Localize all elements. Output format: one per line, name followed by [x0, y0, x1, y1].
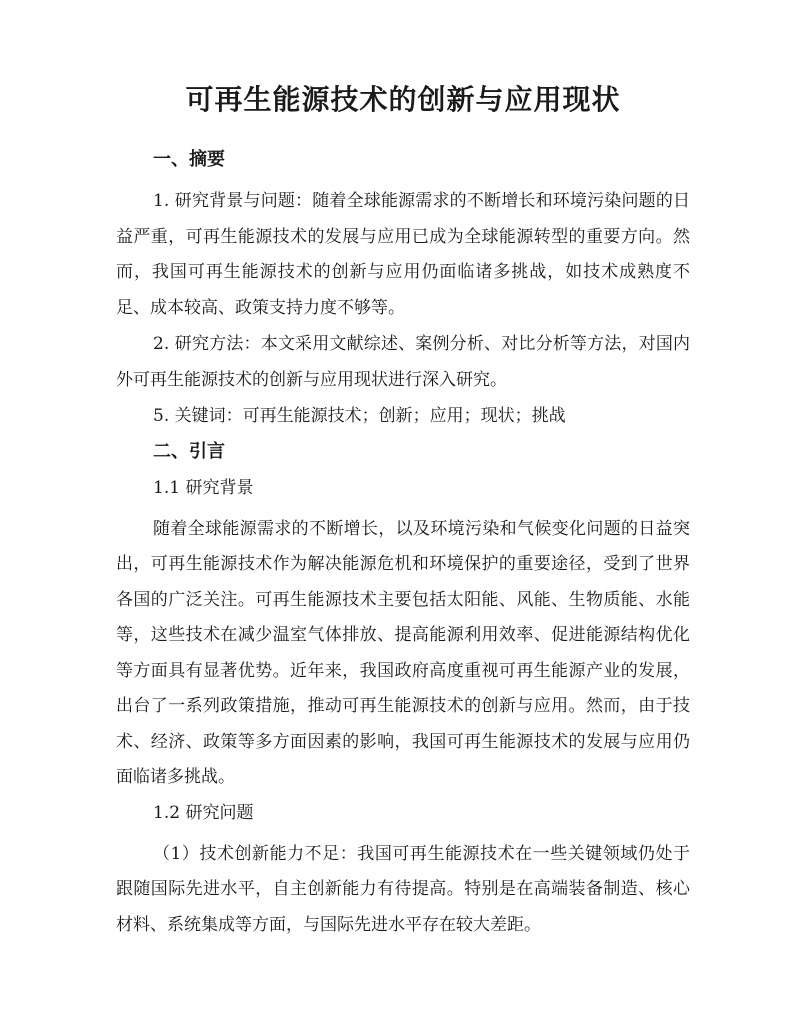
abstract-paragraph-method: 2. 研究方法：本文采用文献综述、案例分析、对比分析等方法，对国内外可再生能源技术的创新与应用现状进行深入研究。 — [116, 334, 690, 390]
introduction-paragraph-problem-1: （1）技术创新能力不足：我国可再生能源技术在一些关键领域仍处于跟随国际先进水平，自主创新能力有待提高。特别是在高端装备制造、核心材料、系统集成等方面，与国际先进水平存在较大差距。 — [116, 843, 690, 935]
document-title: 可再生能源技术的创新与应用现状 — [185, 83, 621, 116]
subsection-heading-background: 1.1 研究背景 — [153, 477, 254, 498]
abstract-paragraph-background: 1. 研究背景与问题：随着全球能源需求的不断增长和环境污染问题的日益严重，可再生能源技术的发展与应用已成为全球能源转型的重要方向。然而，我国可再生能源技术的创新与应用仍面临诸多挑战，如技术成熟度不足、成本较高、政策支持力度不够等。 — [116, 191, 690, 318]
page-content — [116, 80, 690, 944]
subsection-heading-problems: 1.2 研究问题 — [153, 802, 254, 823]
section-heading-introduction: 二、引言 — [153, 440, 225, 462]
section-heading-abstract: 一、摘要 — [153, 149, 225, 170]
introduction-paragraph-background: 随着全球能源需求的不断增长，以及环境污染和气候变化问题的日益突出，可再生能源技术作为解决能源危机和环境保护的重要途径，受到了世界各国的广泛关注。可再生能源技术主要包括太阳能、风能、生物质能、水能等，这些技术在减少温室气体排放、提高能源利用效率、促进能源结构优化等方面具有显著优势。近年来，我国政府高度重视可再生能源产业的发展，出台了一系列政策措施，推动可再生能源技术的创新与应用。然而，由于技术、经济、政策等多方面因素的影响，我国可再生能源技术的发展与应用仍面临诸多挑战。 — [116, 518, 690, 787]
abstract-paragraph-keywords: 5. 关键词：可再生能源技术；创新；应用；现状；挑战 — [153, 406, 566, 426]
